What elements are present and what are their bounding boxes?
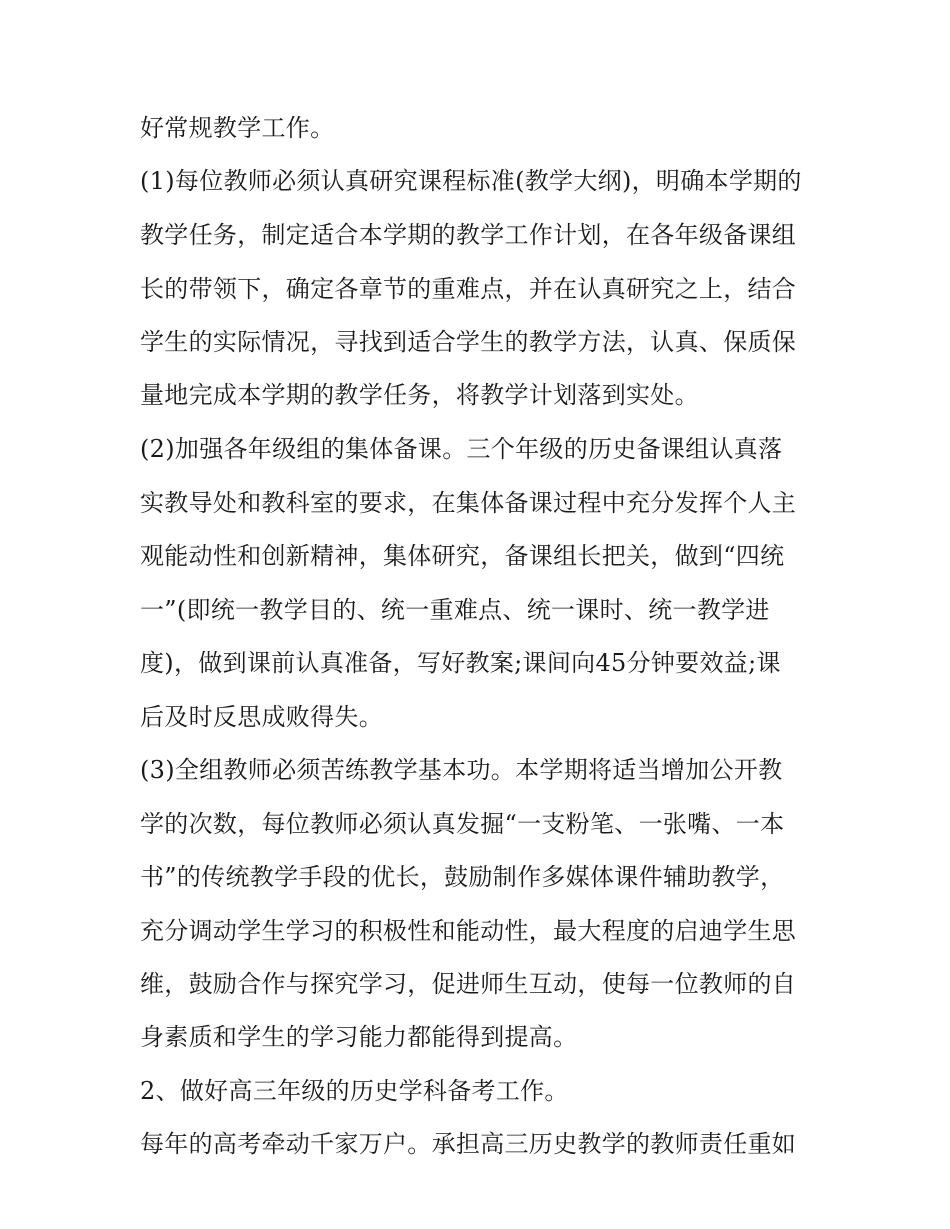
- text-line: 每年的高考牵动千家万户。承担高三历史教学的教师责任重如: [140, 1130, 797, 1158]
- text-line: 充分调动学生学习的积极性和能动性，最大程度的启迪学生思: [140, 917, 797, 945]
- text-line: 一”(即统一教学目的、统一重难点、统一课时、统一教学进: [140, 596, 770, 624]
- text-line: (3)全组教师必须苦练教学基本功。本学期将适当增加公开教: [140, 756, 783, 784]
- text-line: 量地完成本学期的教学任务，将教学计划落到实处。: [140, 381, 699, 409]
- text-line: 身素质和学生的学习能力都能得到提高。: [140, 1023, 578, 1051]
- text-line: 度)，做到课前认真准备，写好教案;课间向45分钟要效益;课: [140, 649, 781, 677]
- text-line: 实教导处和教科室的要求，在集体备课过程中充分发挥个人主: [140, 489, 797, 517]
- text-line: 好常规教学工作。: [140, 114, 335, 142]
- text-line: (1)每位教师必须认真研究课程标准(教学大纲)，明确本学期的: [140, 167, 802, 195]
- text-line: 观能动性和创新精神，集体研究，备课组长把关，做到“四统: [140, 542, 785, 570]
- text-line: 学生的实际情况，寻找到适合学生的教学方法，认真、保质保: [140, 328, 797, 356]
- text-line: 2、做好高三年级的历史学科备考工作。: [140, 1077, 569, 1105]
- text-line: 维，鼓励合作与探究学习，促进师生互动，使每一位教师的自: [140, 970, 797, 998]
- text-line: 教学任务，制定适合本学期的教学工作计划，在各年级备课组: [140, 221, 797, 249]
- text-line: 书”的传统教学手段的优长，鼓励制作多媒体课件辅助教学，: [140, 863, 785, 891]
- text-line: (2)加强各年级组的集体备课。三个年级的历史备课组认真落: [140, 435, 783, 463]
- text-line: 长的带领下，确定各章节的重难点，并在认真研究之上，结合: [140, 275, 797, 303]
- text-line: 学的次数，每位教师必须认真发掘“一支粉笔、一张嘴、一本: [140, 810, 785, 838]
- text-line: 后及时反思成败得失。: [140, 703, 383, 731]
